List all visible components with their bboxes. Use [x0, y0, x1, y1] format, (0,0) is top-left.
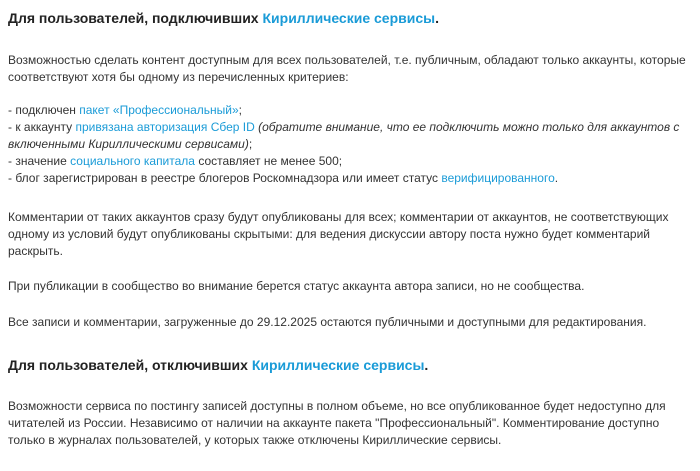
heading-period: . [424, 357, 429, 373]
section-heading-connected [8, 8, 692, 28]
criterion-text: составляет не менее 500; [194, 154, 343, 168]
heading-period: . [435, 10, 439, 26]
heading-text: Для пользователей, отключивших [8, 357, 252, 373]
verified-link[interactable]: верифицированного [441, 171, 555, 185]
comments-paragraph: Комментарии от таких аккаунтов сразу будут опубликованы для всех; комментарии от аккаунтов, не соответствующих одному из условий будут опубликованы скрытыми: для ведения дискуссии автору поста нужно будет комментарий раскрыть. [8, 210, 669, 258]
criterion-registry [8, 171, 558, 185]
criteria-list [8, 102, 692, 187]
section-heading-disconnected [8, 355, 692, 375]
criterion-sber-id [8, 120, 679, 151]
cyrillic-services-link[interactable]: Кириллические сервисы [262, 10, 436, 26]
pro-package-link[interactable]: пакет «Профессиональный» [79, 103, 239, 117]
criteria-intro: Возможностью сделать контент доступным для всех пользователей, т.е. публичным, обладают только аккаунты, которые соответствуют хотя бы одному из перечисленных критериев: [8, 53, 686, 84]
community-paragraph: При публикации в сообщество во внимание берется статус аккаунта автора записи, но не сообщества. [8, 279, 585, 293]
criterion-pro-package [8, 103, 242, 117]
social-capital-link[interactable]: социального капитала [70, 154, 195, 168]
sber-id-note: (обратите внимание, что ее подключить можно только для аккаунтов с включенными Кириллическими сервисами) [8, 120, 680, 151]
heading-text: Для пользователей, подключивших [8, 10, 263, 26]
criterion-text: - значение [8, 154, 71, 168]
criterion-text: . [554, 171, 559, 185]
legacy-paragraph: Все записи и комментарии, загруженные до 29.12.2025 остаются публичными и доступными для редактирования. [8, 315, 647, 329]
criterion-text: - блог зарегистрирован в реестре блогеров Роскомнадзора или имеет статус [8, 171, 442, 185]
sber-id-link[interactable]: привязана авторизация Сбер ID [75, 120, 255, 134]
cyrillic-services-link-2[interactable]: Кириллические сервисы [251, 357, 425, 373]
disconnected-paragraph: Возможности сервиса по постингу записей доступны в полном объеме, но все опубликованное будет недоступно для читателей из России. Независимо от наличии на аккаунте пакета "Профессиональный". Комментирование доступно только в журналах пользователей, у которых также отключены Кириллические сервисы. [8, 399, 666, 447]
criterion-text: - к аккаунту [8, 120, 76, 134]
criterion-text: ; [238, 103, 243, 117]
criterion-text: ; [248, 137, 253, 151]
criterion-text: - подключен [8, 103, 80, 117]
criterion-social-capital [8, 154, 342, 168]
